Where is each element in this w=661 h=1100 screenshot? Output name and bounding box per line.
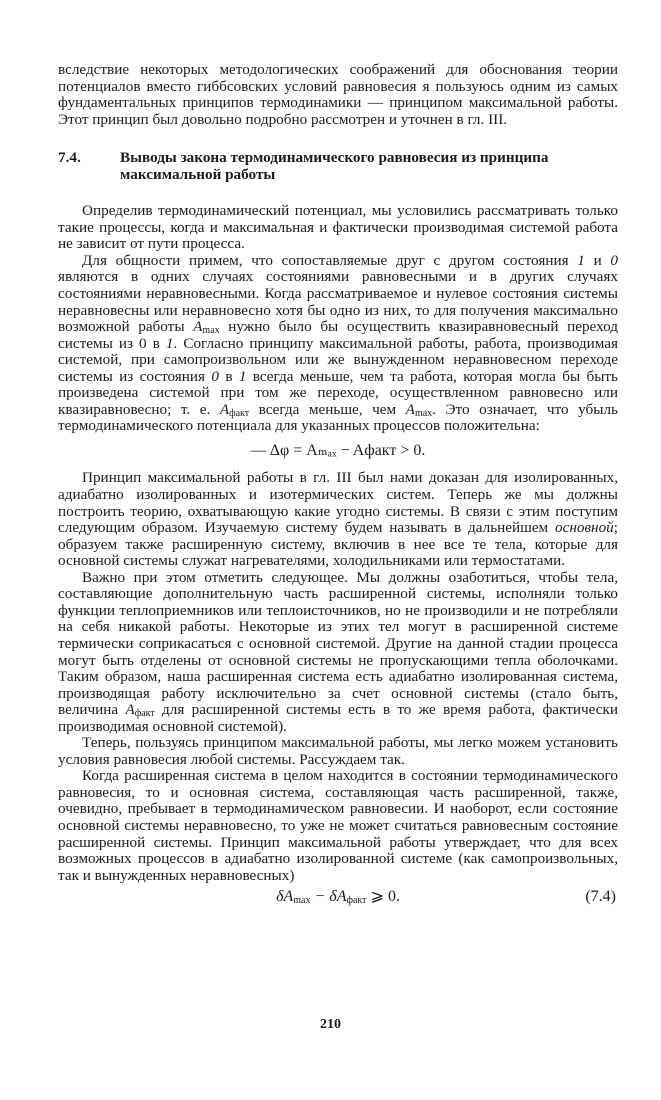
intro-paragraph: вследствие некоторых методологических соображений для обоснования теории потенциалов вместо гиббсовских условий равновесия я пользуюсь одним из самых фундаментальных принципов термодинамики — принципом максимальной работы. Этот принцип был довольно подробно рассмотрен и уточнен в гл. III. [58,61,618,128]
section-number: 7.4. [58,149,81,167]
paragraph-3: Принцип максимальной работы в гл. III был нами доказан для изолированных, адиабатно изолированных и изотермических систем. Теперь же мы должны построить теорию, охватывающую какие угодно системы. В связи с этим поступим следующим образом. Изучаемую систему будем называть в дальнейшем основной; образуем также расширенную систему, включив в нее все те тела, которые для основной системы служат нагревателями, холодильниками или термостатами. [58,469,618,570]
section-title: Выводы закона термодинамического равновесия из принципа максимальной работы [120,149,549,183]
formula-7-4 [58,889,618,906]
formula-potential-decrease: — Δφ = Aₘₐₓ − Aфакт > 0. [250,441,426,459]
page-number: 210 [320,1017,341,1032]
page-body [58,62,618,906]
equation-number: (7.4) [585,888,616,906]
paragraph-4: Важно при этом отметить следующее. Мы должны озаботиться, чтобы тела, составляющие дополнительную часть расширенной системы, исполняли только функции теплоприемников или теплоисточников, но не производили и не потребляли на себя никакой работы. Некоторые из этих тел могут в расширенной системе термически соприкасаться с основной системой. Другие на данной стадии процесса могут быть отделены от основной системы не пропускающими тепла оболочками. Таким образом, наша расширенная система есть адиабатно изолированная система, производящая работу исключительно за счет основной системы (стало быть, величина $A_{факт}$ для расширенной системы есть в то же время работа, фактически производимая основной системой). [58,568,618,735]
paragraph-6: Когда расширенная система в целом находится в состоянии термодинамического равновесия, то и основная система, составляющая часть расширенной, также, очевидно, пребывает в термодинамическом равновесии. И наоборот, если состояние основной системы неравновесно, то уже не может считаться равновесным состояние расширенной системы. Принцип максимальной работы утверждает, что для всех возможных процессов в адиабатно изолированной системе (как самопроизвольных, так и вынужденных неравновесных) [58,767,618,884]
formula-expression: $\delta A_{max} - \delta A_{факт}$ ⩾ 0. [276,888,400,907]
paragraph-1: Определив термодинамический потенциал, мы условились рассматривать только такие процессы, когда и максимальная и фактически производимая системой работа не зависит от пути процесса. [58,202,618,253]
paragraph-2: Для общности примем, что сопоставляемые друг с другом состояния 1 и 0 являются в одних случаях состояниями равновесными и в других случаях состояниями неравновесными. Когда рассматриваемое и нулевое состояния системы неравновесны или неравновесно хотя бы одно из них, то для получения максимально возможной работы $A_{max}$ нужно было бы осуществить квазиравновесный переход системы из 0 в 1. Согласно принципу максимальной работы, работа, производимая системой, при самопроизвольном или же вынужденном неравновесном переходе системы из состояния 0 в 1 всегда меньше, чем та работа, которая могла бы быть произведена системой при том же переходе, осуществленном равновесно или квазиравновесно; т. е. $A_{факт}$ всегда меньше, чем $A_{max}$. Это означает, что убыль термодинамического потенциала для указанных процессов положительна: [58,251,618,435]
paragraph-5: Теперь, пользуясь принципом максимальной работы, мы легко можем установить условия равновесия любой системы. Рассуждаем так. [58,734,618,768]
section-heading [58,150,618,183]
